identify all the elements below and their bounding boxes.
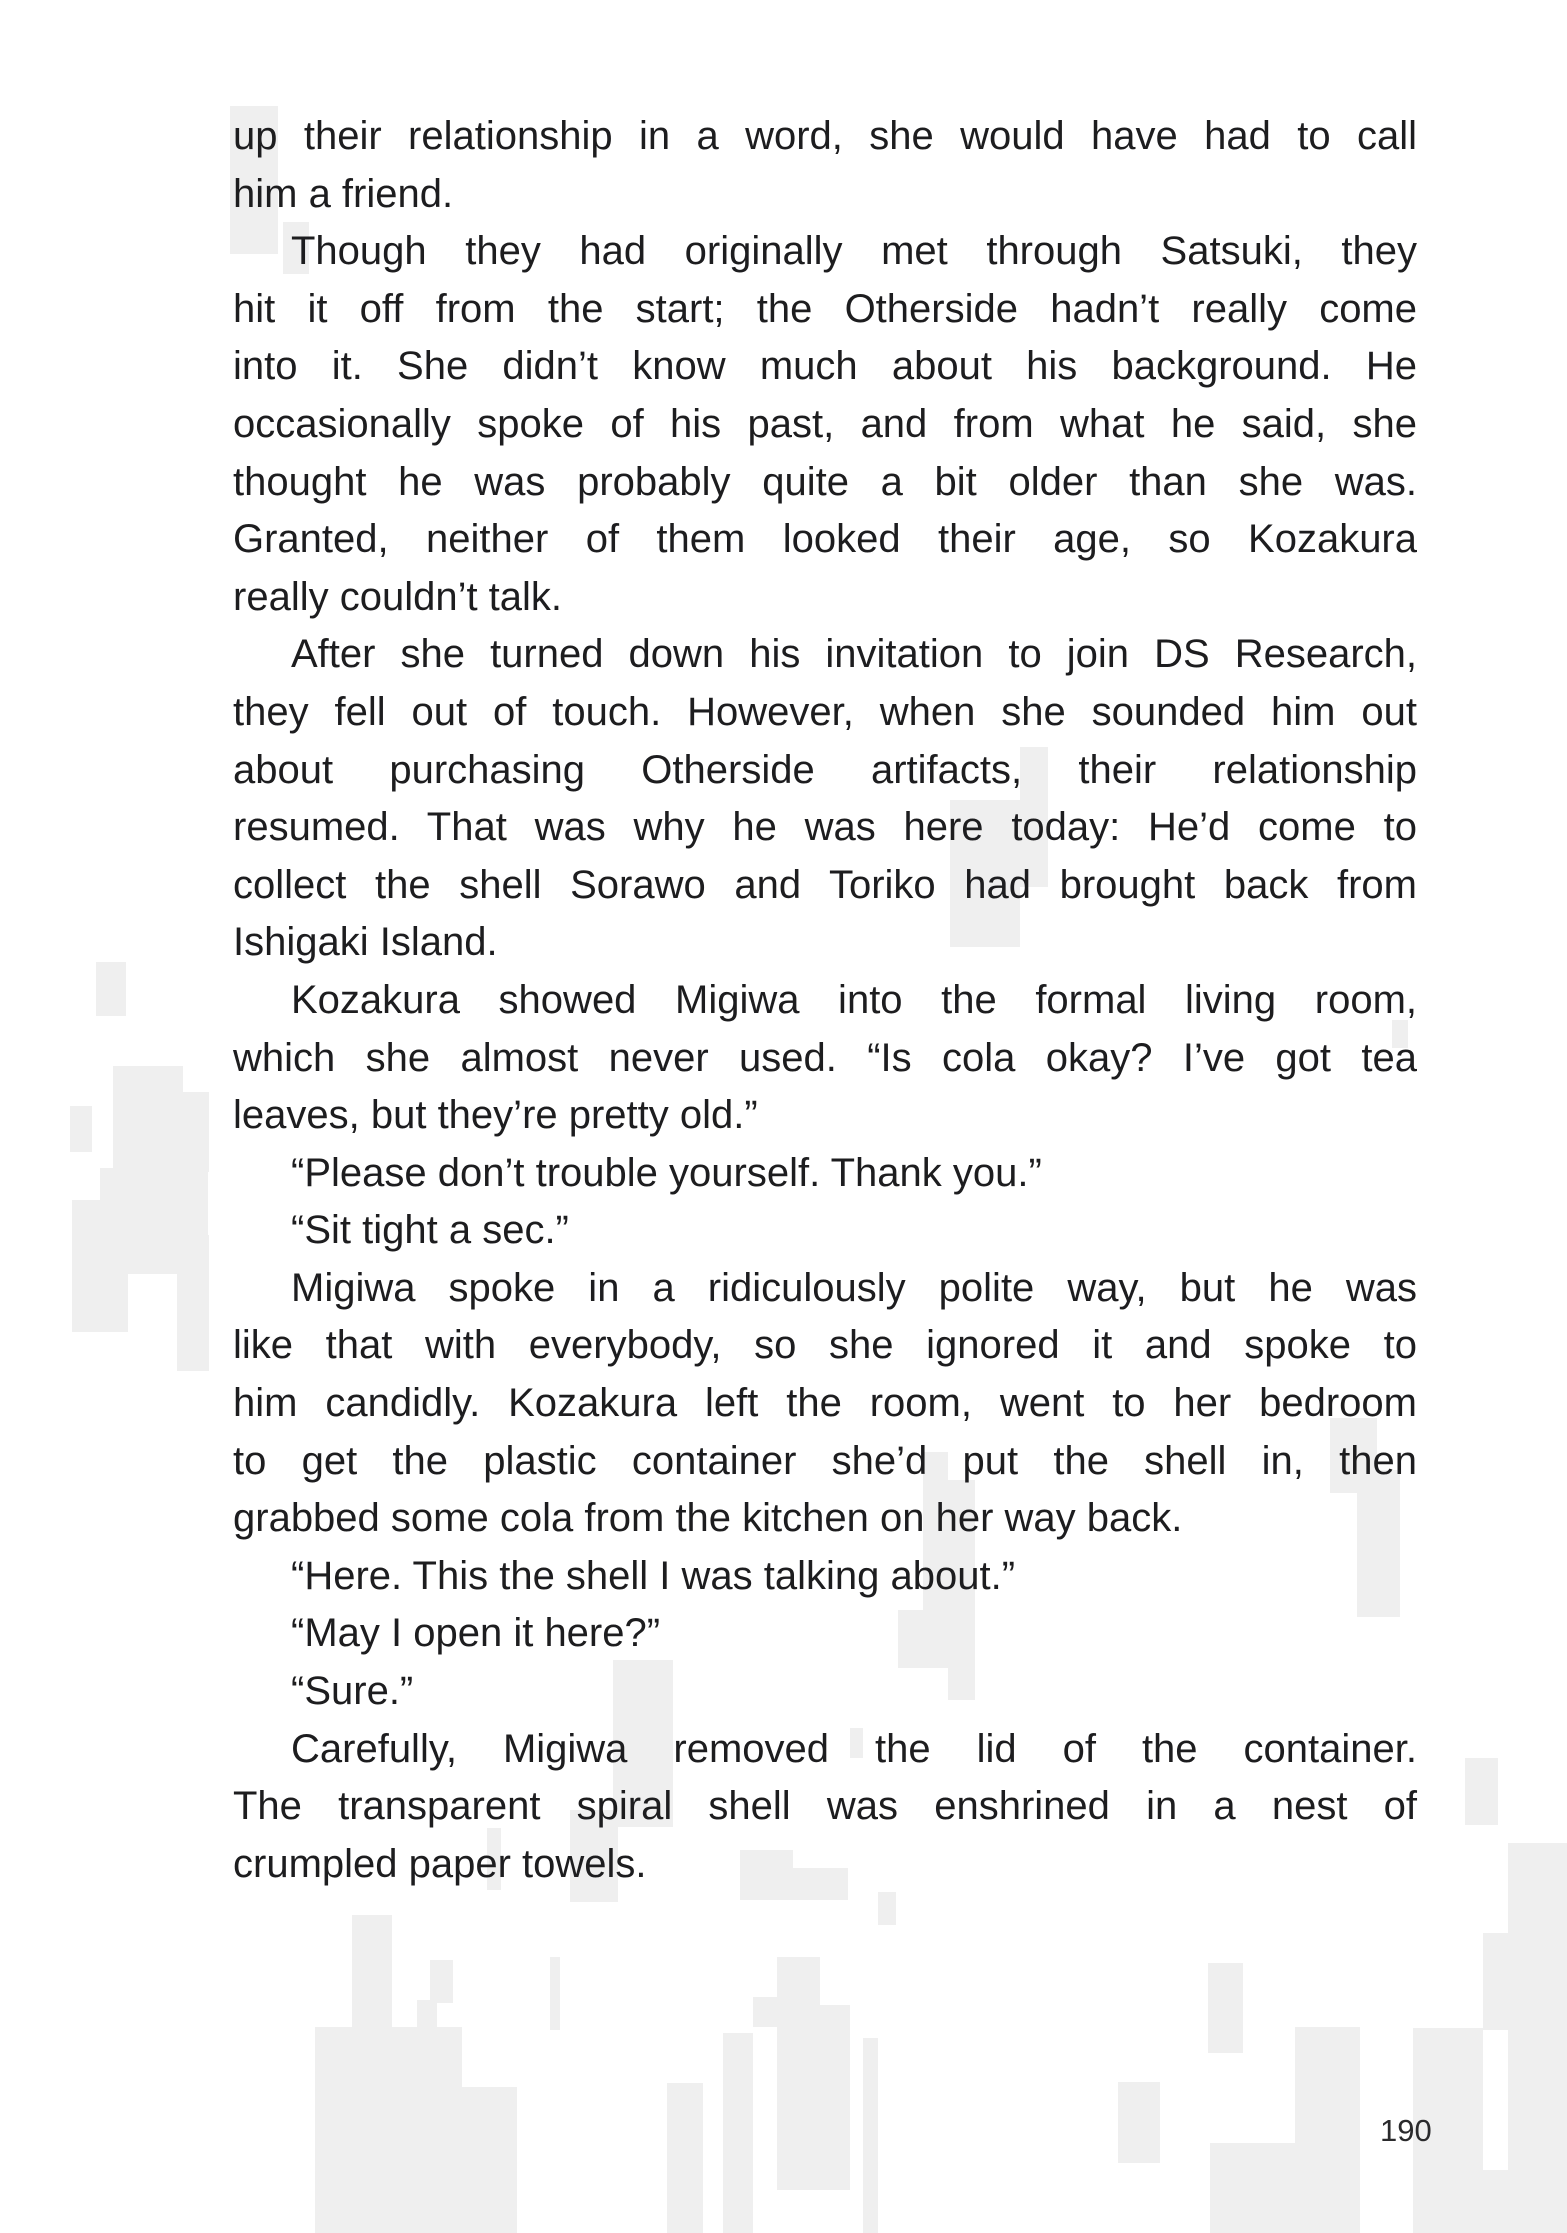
artifact-block <box>1208 1963 1243 2053</box>
text-line: which she almost never used. “Is cola okay? I’ve got tea <box>233 1035 1417 1080</box>
text-line: Though they had originally met through Satsuki, they <box>291 229 1417 274</box>
text-line: crumpled paper towels. <box>233 1841 647 1886</box>
artifact-block <box>430 1960 453 2003</box>
paragraph <box>233 1202 1417 1260</box>
artifact-block <box>1465 1758 1498 1825</box>
text-line: him a friend. <box>233 171 454 216</box>
text-line: collect the shell Sorawo and Toriko had brought back from <box>233 862 1417 907</box>
artifact-block <box>72 1200 128 1332</box>
artifact-block <box>777 1957 820 2005</box>
text-line: grabbed some cola from the kitchen on her way back. <box>233 1496 1183 1541</box>
paragraph <box>233 1663 1417 1721</box>
text-line: Kozakura showed Migiwa into the formal living room, <box>291 977 1417 1022</box>
artifact-block <box>352 1915 392 2027</box>
text-line: occasionally spoke of his past, and from what he said, she <box>233 401 1417 446</box>
artifact-block <box>878 1892 896 1925</box>
text-line: resumed. That was why he was here today: He’d come to <box>233 805 1417 850</box>
text-line: Ishigaki Island. <box>233 920 498 965</box>
artifact-block <box>1295 2027 1360 2233</box>
artifact-block <box>315 2027 462 2233</box>
paragraph <box>233 223 1417 626</box>
artifact-block <box>128 1200 178 1274</box>
text-line: leaves, but they’re pretty old.” <box>233 1093 758 1138</box>
text-line: Granted, neither of them looked their age, so Kozakura <box>233 517 1417 562</box>
text-line: “Please don’t trouble yourself. Thank you.” <box>291 1150 1042 1195</box>
artifact-block <box>177 1235 209 1371</box>
page-number: 190 <box>1380 2113 1432 2148</box>
artifact-block <box>753 1997 777 2027</box>
artifact-block <box>863 2038 878 2233</box>
text-line: “Sure.” <box>291 1669 414 1714</box>
text-line: into it. She didn’t know much about his background. He <box>233 344 1417 389</box>
text-line: they fell out of touch. However, when she sounded him out <box>233 689 1417 734</box>
artifact-block <box>550 1957 560 2030</box>
paragraph <box>233 1548 1417 1606</box>
text-line: “Here. This the shell I was talking about.” <box>291 1553 1016 1598</box>
artifact-block <box>1483 1933 1508 2030</box>
text-line: Carefully, Migiwa removed the lid of the container. <box>291 1726 1417 1771</box>
artifact-block <box>70 1106 92 1152</box>
paragraph <box>233 1605 1417 1663</box>
artifact-block <box>777 2005 850 2190</box>
text-line: thought he was probably quite a bit older than she was. <box>233 459 1417 504</box>
text-line: him candidly. Kozakura left the room, went to her bedroom <box>233 1381 1417 1426</box>
artifact-block <box>183 1092 209 1172</box>
text-line: really couldn’t talk. <box>233 574 563 619</box>
paragraph <box>233 1721 1417 1894</box>
artifact-block <box>417 2000 437 2028</box>
text-line: about purchasing Otherside artifacts, their relationship <box>233 747 1417 792</box>
text-line: The transparent spiral shell was enshrined in a nest of <box>233 1784 1417 1829</box>
artifact-block <box>667 2083 703 2233</box>
artifact-block <box>462 2087 517 2233</box>
body-text <box>233 108 1417 1893</box>
paragraph <box>233 1260 1417 1548</box>
artifact-block <box>723 2033 753 2233</box>
text-line: After she turned down his invitation to join DS Research, <box>291 632 1417 677</box>
paragraph <box>233 626 1417 972</box>
text-line: up their relationship in a word, she would have had to call <box>233 114 1417 158</box>
text-line: to get the plastic container she’d put the shell in, then <box>233 1438 1417 1483</box>
text-line: Migiwa spoke in a ridiculously polite way, but he was <box>291 1265 1417 1310</box>
paragraph <box>233 972 1417 1145</box>
artifact-block <box>1118 2082 1160 2163</box>
artifact-block <box>1210 2143 1295 2233</box>
text-line: like that with everybody, so she ignored it and spoke to <box>233 1323 1417 1368</box>
artifact-block <box>96 962 126 1016</box>
text-line: “May I open it here?” <box>291 1611 661 1656</box>
artifact-block <box>113 1066 183 1170</box>
paragraph <box>233 1145 1417 1203</box>
text-line: hit it off from the start; the Otherside hadn’t really come <box>233 286 1417 331</box>
text-line: “Sit tight a sec.” <box>291 1208 569 1253</box>
paragraph <box>233 108 1417 223</box>
artifact-block <box>1508 1843 1567 2233</box>
